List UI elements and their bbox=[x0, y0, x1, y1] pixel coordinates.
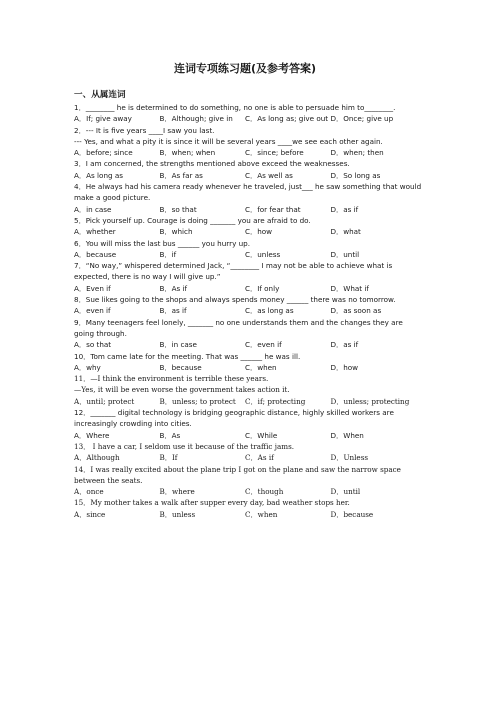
answer-option: D．as soon as bbox=[330, 306, 382, 316]
answer-option: C．If only bbox=[245, 283, 280, 293]
answer-option: D．until bbox=[330, 487, 361, 497]
answer-options bbox=[74, 339, 416, 350]
question-text: 7．“No way,” whispered determined Jack, “________ I may not be able to achieve what is bbox=[74, 261, 393, 271]
answer-option: A．once bbox=[74, 487, 104, 497]
answer-option: A．whether bbox=[74, 227, 116, 237]
answer-option: C．when bbox=[245, 362, 277, 372]
answer-option: D．So long as bbox=[330, 170, 381, 180]
answer-option: D．what bbox=[330, 227, 361, 237]
answer-options bbox=[74, 226, 416, 237]
question bbox=[74, 464, 416, 498]
question-text: 4．He always had his camera ready whenever he traveled, just___ he saw something that would bbox=[74, 182, 422, 192]
question-text: 3．I am concerned, the strengths mentioned above exceed the weaknesses. bbox=[74, 159, 350, 169]
answer-option: B．where bbox=[159, 487, 195, 497]
answer-option: B．when; when bbox=[159, 148, 216, 158]
answer-option: B．As if bbox=[159, 283, 188, 293]
answer-option: B．so that bbox=[159, 204, 197, 214]
answer-option: C．as long as bbox=[245, 306, 294, 316]
question-text: 13． I have a car, I seldom use it because of the traffic jams. bbox=[74, 441, 295, 451]
question bbox=[74, 260, 416, 294]
answer-option: D．how bbox=[330, 362, 359, 372]
answer-options bbox=[74, 396, 416, 407]
answer-options bbox=[74, 430, 416, 441]
answer-option: D．as if bbox=[330, 204, 359, 214]
question-text: 2．--- It is five years ____I saw you last. bbox=[74, 125, 215, 135]
answer-option: A．Although bbox=[74, 453, 120, 463]
answer-option: B．As far as bbox=[159, 170, 203, 180]
answer-option: D．Once; give up bbox=[330, 114, 394, 124]
question bbox=[74, 294, 416, 317]
answer-option: C．for fear that bbox=[245, 204, 301, 214]
answer-option: C．when bbox=[245, 509, 278, 519]
question-text: --- Yes, and what a pity it is since it will be several years ____we see each other again. bbox=[74, 136, 383, 146]
answer-option: D．When bbox=[330, 430, 364, 440]
question-text: 8．Sue likes going to the shops and always spends money ______ there was no tomorrow. bbox=[74, 295, 396, 305]
answer-options bbox=[74, 305, 416, 316]
answer-options bbox=[74, 283, 416, 294]
answer-option: C．how bbox=[245, 227, 273, 237]
question bbox=[74, 373, 416, 407]
answer-option: A．If; give away bbox=[74, 114, 132, 124]
answer-option: A．in case bbox=[74, 204, 112, 214]
answer-options bbox=[74, 170, 416, 181]
answer-option: A．Where bbox=[74, 430, 110, 440]
answer-option: D．Unless bbox=[330, 453, 369, 463]
answer-option: A．because bbox=[74, 249, 117, 259]
answer-options bbox=[74, 509, 416, 520]
answer-option: C．since; before bbox=[245, 148, 304, 158]
question bbox=[74, 238, 416, 261]
answer-option: B．if bbox=[159, 249, 177, 259]
answer-option: C．even if bbox=[245, 340, 282, 350]
answer-option: B．unless; to protect bbox=[159, 396, 236, 406]
question-text: 6．You will miss the last bus ______ you hurry up. bbox=[74, 238, 251, 248]
question bbox=[74, 125, 416, 159]
answer-option: C．As well as bbox=[245, 170, 293, 180]
answer-option: D．What if bbox=[330, 283, 369, 293]
question-text: 12．_______ digital technology is bridging geographic distance, highly skilled workers are bbox=[74, 408, 394, 418]
question bbox=[74, 407, 416, 441]
question-text: going through. bbox=[74, 328, 127, 338]
answer-option: D．when; then bbox=[330, 148, 384, 158]
question-text: expected, there is no way I will give up.” bbox=[74, 272, 221, 282]
answer-options bbox=[74, 362, 416, 373]
answer-option: A．before; since bbox=[74, 148, 133, 158]
question bbox=[74, 102, 416, 125]
page-title: 连词专项练习题(及参考答案) bbox=[173, 62, 317, 75]
question bbox=[74, 158, 416, 181]
answer-option: B．in case bbox=[159, 340, 197, 350]
answer-option: C．though bbox=[245, 487, 284, 497]
question-text: —Yes, it will be even worse the government takes action it. bbox=[74, 385, 290, 395]
answer-option: B．as if bbox=[159, 306, 187, 316]
question-text: 1．________ he is determined to do something, no one is able to persuade him to________. bbox=[74, 103, 396, 112]
question-text: 11．—I think the environment is terrible these years. bbox=[74, 374, 269, 384]
answer-option: A．since bbox=[74, 509, 106, 519]
answer-options bbox=[74, 452, 416, 463]
answer-option: D．unless; protecting bbox=[330, 396, 410, 406]
question-text: make a good picture. bbox=[74, 193, 151, 203]
question-text: 9．Many teenagers feel lonely, _______ no one understands them and the changes they are bbox=[74, 317, 403, 327]
question-text: 14．I was really excited about the plane trip I got on the plane and saw the narrow space bbox=[74, 464, 401, 474]
question bbox=[74, 215, 416, 238]
answer-option: B．which bbox=[159, 227, 193, 237]
question-text: increasingly crowding into cities. bbox=[74, 419, 192, 429]
question bbox=[74, 497, 416, 520]
question-text: between the seats. bbox=[74, 475, 143, 485]
answer-options bbox=[74, 486, 416, 497]
answer-option: D．until bbox=[330, 249, 360, 259]
answer-options bbox=[74, 113, 416, 124]
question-text: 10．Tom came late for the meeting. That was ______ he was ill. bbox=[74, 351, 301, 361]
answer-option: B．because bbox=[159, 362, 202, 372]
answer-option: B．unless bbox=[159, 509, 196, 519]
question bbox=[74, 317, 416, 351]
answer-option: C．As long as; give out bbox=[245, 114, 329, 124]
answer-options bbox=[74, 204, 416, 215]
answer-option: A．so that bbox=[74, 340, 112, 350]
answer-option: C．if; protecting bbox=[245, 396, 306, 406]
answer-option: C．unless bbox=[245, 249, 281, 259]
question-text: 5．Pick yourself up. Courage is doing _______ you are afraid to do. bbox=[74, 215, 311, 225]
question bbox=[74, 351, 416, 374]
answer-option: A．until; protect bbox=[74, 396, 135, 406]
question-list bbox=[74, 102, 422, 520]
question-text: 15．My mother takes a walk after supper every day, bad weather stops her. bbox=[74, 498, 350, 508]
answer-option: A．even if bbox=[74, 306, 111, 316]
question bbox=[74, 181, 422, 215]
answer-option: B．Although; give in bbox=[159, 114, 233, 124]
answer-option: D．as if bbox=[330, 340, 359, 350]
answer-option: C．As if bbox=[245, 453, 274, 463]
question bbox=[74, 441, 416, 464]
answer-option: B．If bbox=[159, 453, 178, 463]
section-heading: 一、从属连词 bbox=[74, 90, 126, 100]
answer-option: A．why bbox=[74, 362, 101, 372]
answer-options bbox=[74, 249, 416, 260]
answer-option: C．While bbox=[245, 430, 278, 440]
answer-option: D．because bbox=[330, 509, 374, 519]
answer-option: A．As long as bbox=[74, 170, 123, 180]
answer-option: B．As bbox=[159, 430, 181, 440]
answer-option: A．Even if bbox=[74, 283, 111, 293]
answer-options bbox=[74, 147, 416, 158]
